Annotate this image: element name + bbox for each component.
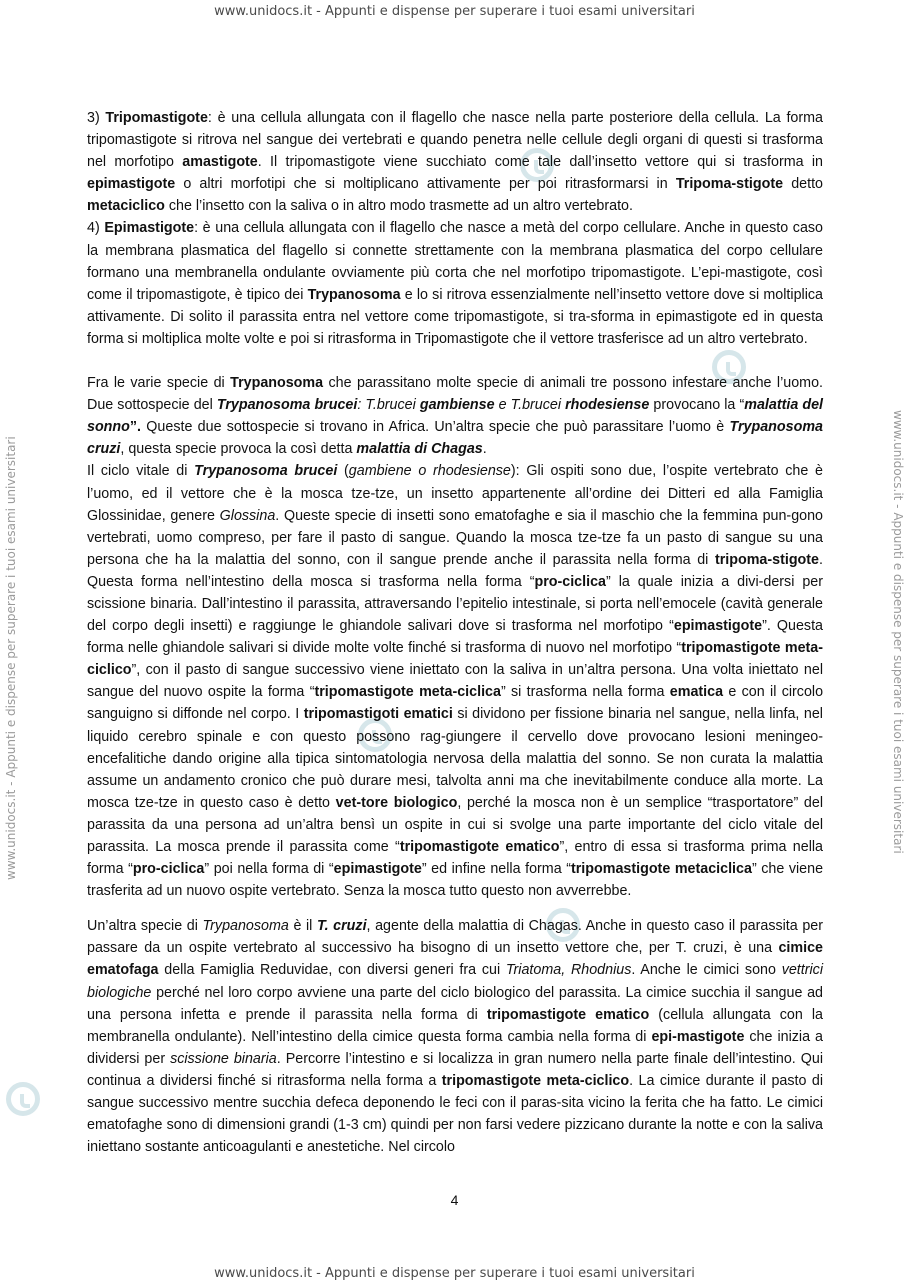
text-run: che inizia a dividersi per xyxy=(87,1028,824,1067)
text-run: . Percorre l’intestino e si localizza in gran numero nella parte finale dell’intestino. Qui continua a dividersi finché si ritrasforma nella forma a xyxy=(87,1050,823,1089)
text-run: epimastigote xyxy=(673,618,763,635)
text-run: ”. Questa forma nelle ghiandole salivari si divide molte volte finché si trasforma di nuovo nel morfotipo “ xyxy=(87,618,823,657)
text-run: Fra le varie specie di xyxy=(87,375,231,392)
text-run: tripomastigoti ematici xyxy=(303,706,453,723)
text-run: ” la quale inizia a divi-dersi per scissione binaria. Dall’intestino il parassita, attraversando l’epitelio intestinale, si porta nell’emocele (cavità generale del corpo degli insetti) e raggiunge le ghiandole salivari dove si trasforma nel morfotipo “ xyxy=(87,573,823,635)
text-run: T.brucei xyxy=(510,397,566,414)
text-run: epi-mastigote xyxy=(651,1028,745,1045)
document-body xyxy=(87,107,823,1158)
text-run: . Il tripomastigote viene succhiato come tale dall’insetto vettore qui si trasforma in xyxy=(257,154,824,171)
text-run: . Questa forma nell’intestino della mosca si trasforma nella forma “ xyxy=(87,551,823,590)
text-run: scissione binaria xyxy=(170,1050,277,1067)
text-run: vettrici biologiche xyxy=(87,962,823,1001)
watermark-logo-icon xyxy=(6,1082,40,1116)
watermark-left: www.unidocs.it - Appunti e dispense per superare i tuoi esami universitari xyxy=(4,436,18,880)
page-number: 4 xyxy=(450,1192,459,1208)
text-run: tripomastigote meta-ciclico xyxy=(87,640,823,679)
text-run: , perché la mosca non è un semplice “trasportatore” del parassita da una persona ad un’altra bensì un ospite in cui si svolge una parte importante del ciclo vitale del parassita. La mosca prende il parassita come “ xyxy=(87,794,823,855)
text-run: Epimastigote xyxy=(104,220,195,237)
text-run: Trypanosoma xyxy=(202,918,289,935)
text-run: : è una cellula allungata con il flagello che nasce a metà del corpo cellulare. Anche in questo caso la membrana plasmatica del flagello si connette strettamente con la membrana plasmatica del corpo cellulare formano una membranella ondulante ovviamente più corta che nel morfotipo tripomastigote. L’epi-mastigote, così come il tripomastigote, è tipico dei xyxy=(87,220,824,303)
text-run: 3) xyxy=(87,110,106,126)
text-run: pro-ciclica xyxy=(534,573,606,590)
text-run: epimastigote xyxy=(333,861,422,878)
text-run: Il ciclo vitale di xyxy=(87,463,195,480)
text-run: pro-ciclica xyxy=(132,861,205,878)
text-run: che parassitano molte specie di animali tre possono infestare anche l’uomo. Due sottospecie del xyxy=(87,375,823,414)
paragraph-trypanosoma-species xyxy=(87,372,823,460)
text-run: ): Gli ospiti sono due, l’ospite vertebrato che è l’uomo, ed il vettore che è la mosca tze-tze, un insetto appartenente all’ordine dei Ditteri ed alla Famiglia Glossinidae, genere xyxy=(87,463,823,524)
text-run: . La cimice durante il pasto di sangue successivo mentre succhia defeca deponendo le feci con il paras-sita vicino la ferita che ha fatto. Le cimici ematofaghe sono di dimensioni grandi (1-3 cm) quindi per non farsi vedere pizzicano durante la notte e con la saliva iniettano sostante anticoagulanti e anestetiche. Nel circolo xyxy=(87,1072,823,1156)
text-run: Trypanosoma cruzi xyxy=(87,419,823,458)
text-run: ematica xyxy=(669,684,724,701)
text-run: ” ed infine nella forma “ xyxy=(421,861,571,878)
text-run: tripomastigote meta-ciclico xyxy=(441,1072,630,1089)
text-run: : xyxy=(357,397,366,414)
text-run: Trypanosoma brucei xyxy=(194,463,338,480)
text-run: perché nel loro corpo avviene una parte del ciclo biologico del parassita. La cimice succhia il sangue ad una persona infetta e prende il parassita nella forma di xyxy=(87,984,823,1023)
text-run: . xyxy=(482,441,487,458)
text-run: , questa specie provoca la così detta xyxy=(120,441,357,458)
text-run: malattia del sonno xyxy=(87,397,824,436)
text-run: Triatoma, Rhodnius xyxy=(505,962,632,979)
text-run: Un’altra specie di xyxy=(87,918,203,935)
text-run: tripomastigote ematico xyxy=(486,1006,650,1023)
text-run: , agente della malattia di Chagas. Anche in questo caso il parassita per passare da un ospite vertebrato al successivo ha bisogno di un insetto vettore che, per T. cruzi, è una xyxy=(87,918,823,957)
text-run: tripomastigote metaciclica xyxy=(570,861,752,878)
text-run: malattia di Chagas xyxy=(356,441,483,458)
text-run: . Queste specie di insetti sono ematofaghe e sia il maschio che la femmina pun-gono vertebrati, uomo compreso, per fare il pasto di sangue. Quando la mosca tze-tze fa un pasto di sangue su una persona che ha la malattia del sonno, con il sangue prende anche il parassita nella forma di xyxy=(87,507,823,568)
text-run: Glossina xyxy=(219,507,276,524)
text-run: ”, entro di essa si trasforma prima nella forma “ xyxy=(87,839,823,878)
text-run: Queste due sottospecie si trovano in Africa. Un’altra specie che può parassitare l’uomo è xyxy=(146,419,730,436)
text-run: che l’insetto con la saliva o in altro modo trasmette ad un altro vertebrato. xyxy=(164,198,633,215)
text-run: tripomastigote meta-ciclica xyxy=(314,684,501,701)
text-run: T.brucei xyxy=(365,397,420,414)
text-run: Tripoma-stigote xyxy=(675,176,784,193)
text-run: tripomastigote ematico xyxy=(399,839,560,855)
text-run: metaciclico xyxy=(87,198,165,215)
watermark-footer: www.unidocs.it - Appunti e dispense per superare i tuoi esami universitari xyxy=(214,1266,695,1281)
text-run: : è una cellula allungata con il flagello che nasce nella parte posteriore della cellula. La forma tripomastigote si ritrova nel sangue dei vertebrati e quando penetra nelle cellule degli organi di questi si trasforma nel morfotipo xyxy=(87,110,823,171)
paragraph-tripomastigote xyxy=(87,107,823,217)
text-run: e lo si ritrova essenzialmente nell’insetto vettore dove si moltiplica attivamente. Di solito il parassita entra nel vettore come tripomastigote, si tra-sforma in epimastigote ed in questa forma si moltiplica molte volte e poi si ritrasforma in Tripomastigote che il vettore trasferisce ad un altro vertebrato. xyxy=(87,286,823,347)
text-run: cimice ematofaga xyxy=(87,940,823,979)
text-run: e con il circolo sanguigno si diffonde nel corpo. I xyxy=(87,684,824,723)
text-run: è il xyxy=(288,918,317,935)
text-run: Trypanosoma xyxy=(230,375,324,392)
text-run: gambiene o rhodesiense xyxy=(348,463,511,480)
text-run: provocano la “ xyxy=(649,397,745,414)
text-run: ” poi nella forma di “ xyxy=(204,861,334,878)
text-run: amastigote xyxy=(182,154,258,171)
paragraph-epimastigote xyxy=(87,217,823,350)
paragraph-brucei-cycle xyxy=(87,460,823,902)
text-run: Tripomastigote xyxy=(105,110,208,126)
text-run: ( xyxy=(337,463,349,480)
text-run: ” che viene trasferita ad un nuovo ospite vertebrato. Senza la mosca tutto questo non avverrebbe. xyxy=(87,861,824,900)
text-run: (cellula allungata con la membranella ondulante). Nell’intestino della cimice questa forma cambia nella forma di xyxy=(87,1006,823,1045)
text-run: Trypanosoma xyxy=(307,286,401,303)
text-run: vet-tore biologico xyxy=(335,794,458,811)
text-run: della Famiglia Reduvidae, con diversi generi fra cui xyxy=(158,962,506,979)
text-run: si dividono per fissione binaria nel sangue, nella linfa, nel liquido cerebro spinale e con questo possono rag-giungere il cervello dove provocano lesioni meningeo-encefalitiche dando origine alla tipica sintomatologia nervosa della malattia del sonno. Se non curata la malattia assume un andamento cronico che può durare mesi, talvolta anni ma che inevitabilmente conduce alla morte. La mosca tze-tze in questo caso è detto xyxy=(87,706,823,811)
text-run: . xyxy=(137,419,147,436)
text-run: Trypanosoma brucei xyxy=(216,397,358,414)
text-run: . Anche le cimici sono xyxy=(631,962,782,979)
text-run: o altri morfotipi che si moltiplicano attivamente per poi ritrasformarsi in xyxy=(175,176,676,193)
text-run: detto xyxy=(783,176,823,193)
watermark-right: www.unidocs.it - Appunti e dispense per superare i tuoi esami universitari xyxy=(891,410,905,854)
text-run: rhodesiense xyxy=(565,397,650,414)
text-run: ” si trasforma nella forma xyxy=(500,684,670,701)
text-run: ” xyxy=(129,419,138,436)
text-run: gambiense xyxy=(419,397,495,414)
text-run: T. cruzi xyxy=(316,918,367,935)
text-run: ”, con il pasto di sangue successivo viene iniettato con la saliva in un’altra persona. Una volta iniettato nel sangue del nuovo ospite la forma “ xyxy=(87,662,823,701)
text-run: tripoma-stigote xyxy=(714,551,820,568)
watermark-header: www.unidocs.it - Appunti e dispense per superare i tuoi esami universitari xyxy=(214,4,695,19)
text-run: epimastigote xyxy=(87,176,176,193)
text-run: e xyxy=(494,397,511,414)
paragraph-cruzi xyxy=(87,915,823,1158)
text-run: 4) xyxy=(87,220,105,237)
